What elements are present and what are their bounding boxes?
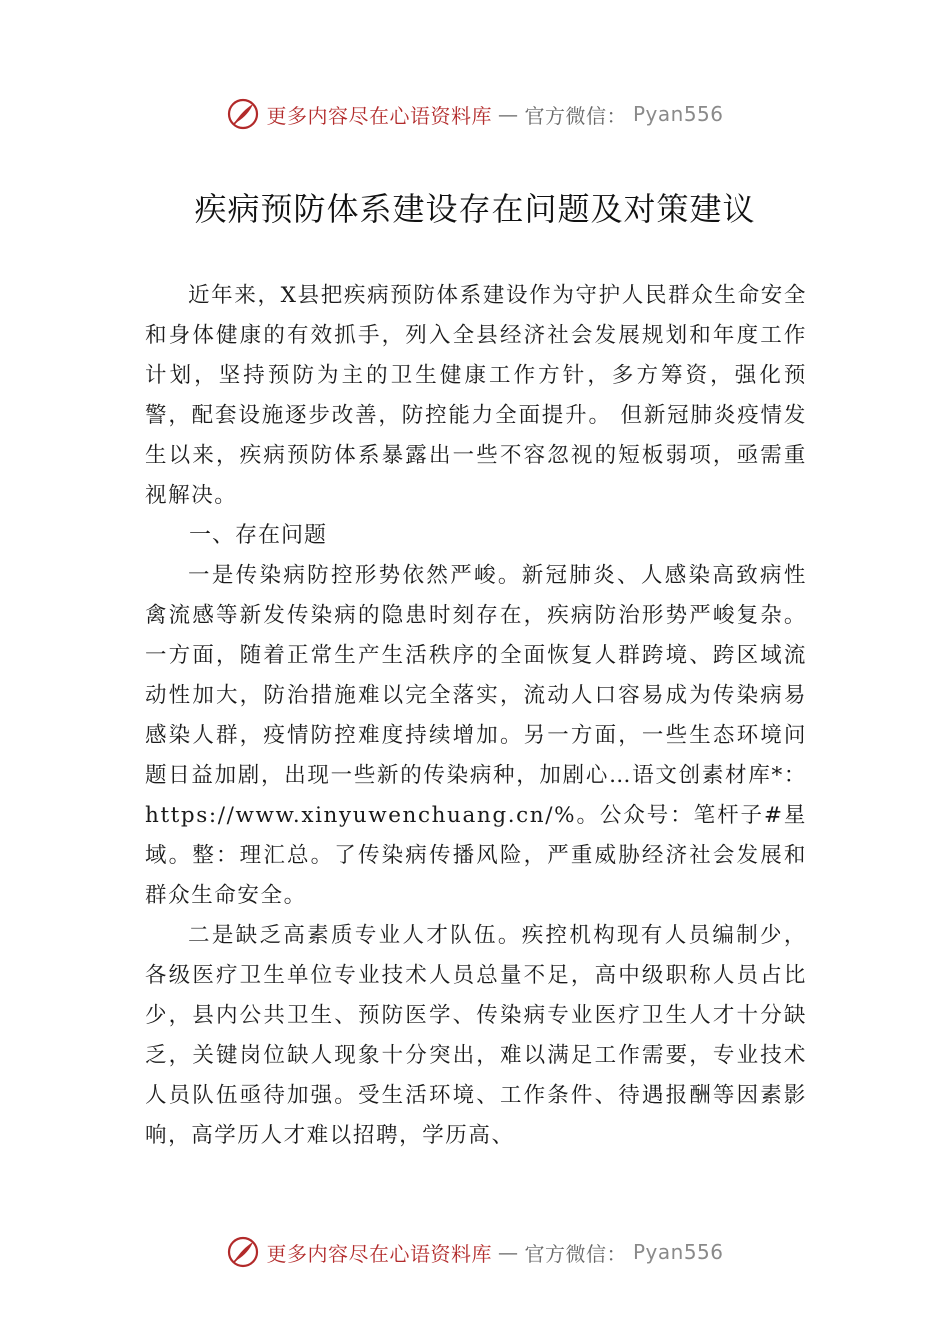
document-body — [145, 276, 807, 1156]
footer-banner — [0, 1232, 950, 1272]
banner-library-text: 更多内容尽在心语资料库 — [266, 1241, 492, 1266]
document-title: 疾病预防体系建设存在问题及对策建议 — [194, 190, 756, 228]
header-banner — [0, 94, 950, 134]
section-heading-problems: 一、存在问题 — [189, 523, 328, 548]
banner-dash: — — [497, 1240, 519, 1264]
quill-logo-icon — [226, 97, 260, 131]
banner-dash: — — [497, 102, 519, 126]
banner-wechat-id: Pyan556 — [632, 102, 724, 126]
problem-point-1-paragraph: 一是传染病防控形势依然严峻。新冠肺炎、人感染高致病性禽流感等新发传染病的隐患时刻存在，疾病防治形势严峻复杂。一方面，随着正常生产生活秩序的全面恢复人群跨境、跨区域流动性加大，防治措施难以完全落实，流动人口容易成为传染病易感染人群，疫情防控难度持续增加。另一方面，一些生态环境问题日益加剧，出现一些新的传染病种，加剧心…语文创素材库*：https://www.xinyuwenchuang.cn/%。公众号：笔杆子#星域。整：理汇总。了传染病传播风险，严重威胁经济社会发展和群众生命安全。 — [145, 563, 807, 908]
intro-paragraph: 近年来，X县把疾病预防体系建设作为守护人民群众生命安全和身体健康的有效抓手，列入全县经济社会发展规划和年度工作计划，坚持预防为主的卫生健康工作方针，多方筹资，强化预警，配套设施逐步改善，防控能力全面提升。 但新冠肺炎疫情发生以来，疾病预防体系暴露出一些不容忽视的短板弱项，亟需重视解决。 — [145, 283, 807, 508]
problem-point-2-paragraph: 二是缺乏高素质专业人才队伍。疾控机构现有人员编制少，各级医疗卫生单位专业技术人员总量不足，高中级职称人员占比少，县内公共卫生、预防医学、传染病专业医疗卫生人才十分缺乏，关键岗位缺人现象十分突出，难以满足工作需要，专业技术人员队伍亟待加强。受生活环境、工作条件、待遇报酬等因素影响，高学历人才难以招聘，学历高、 — [145, 923, 807, 1148]
banner-library-text: 更多内容尽在心语资料库 — [266, 103, 492, 128]
banner-wechat-label: 官方微信： — [524, 103, 627, 128]
banner-wechat-id: Pyan556 — [632, 1240, 724, 1264]
banner-wechat-label: 官方微信： — [524, 1241, 627, 1266]
quill-logo-icon — [226, 1235, 260, 1269]
